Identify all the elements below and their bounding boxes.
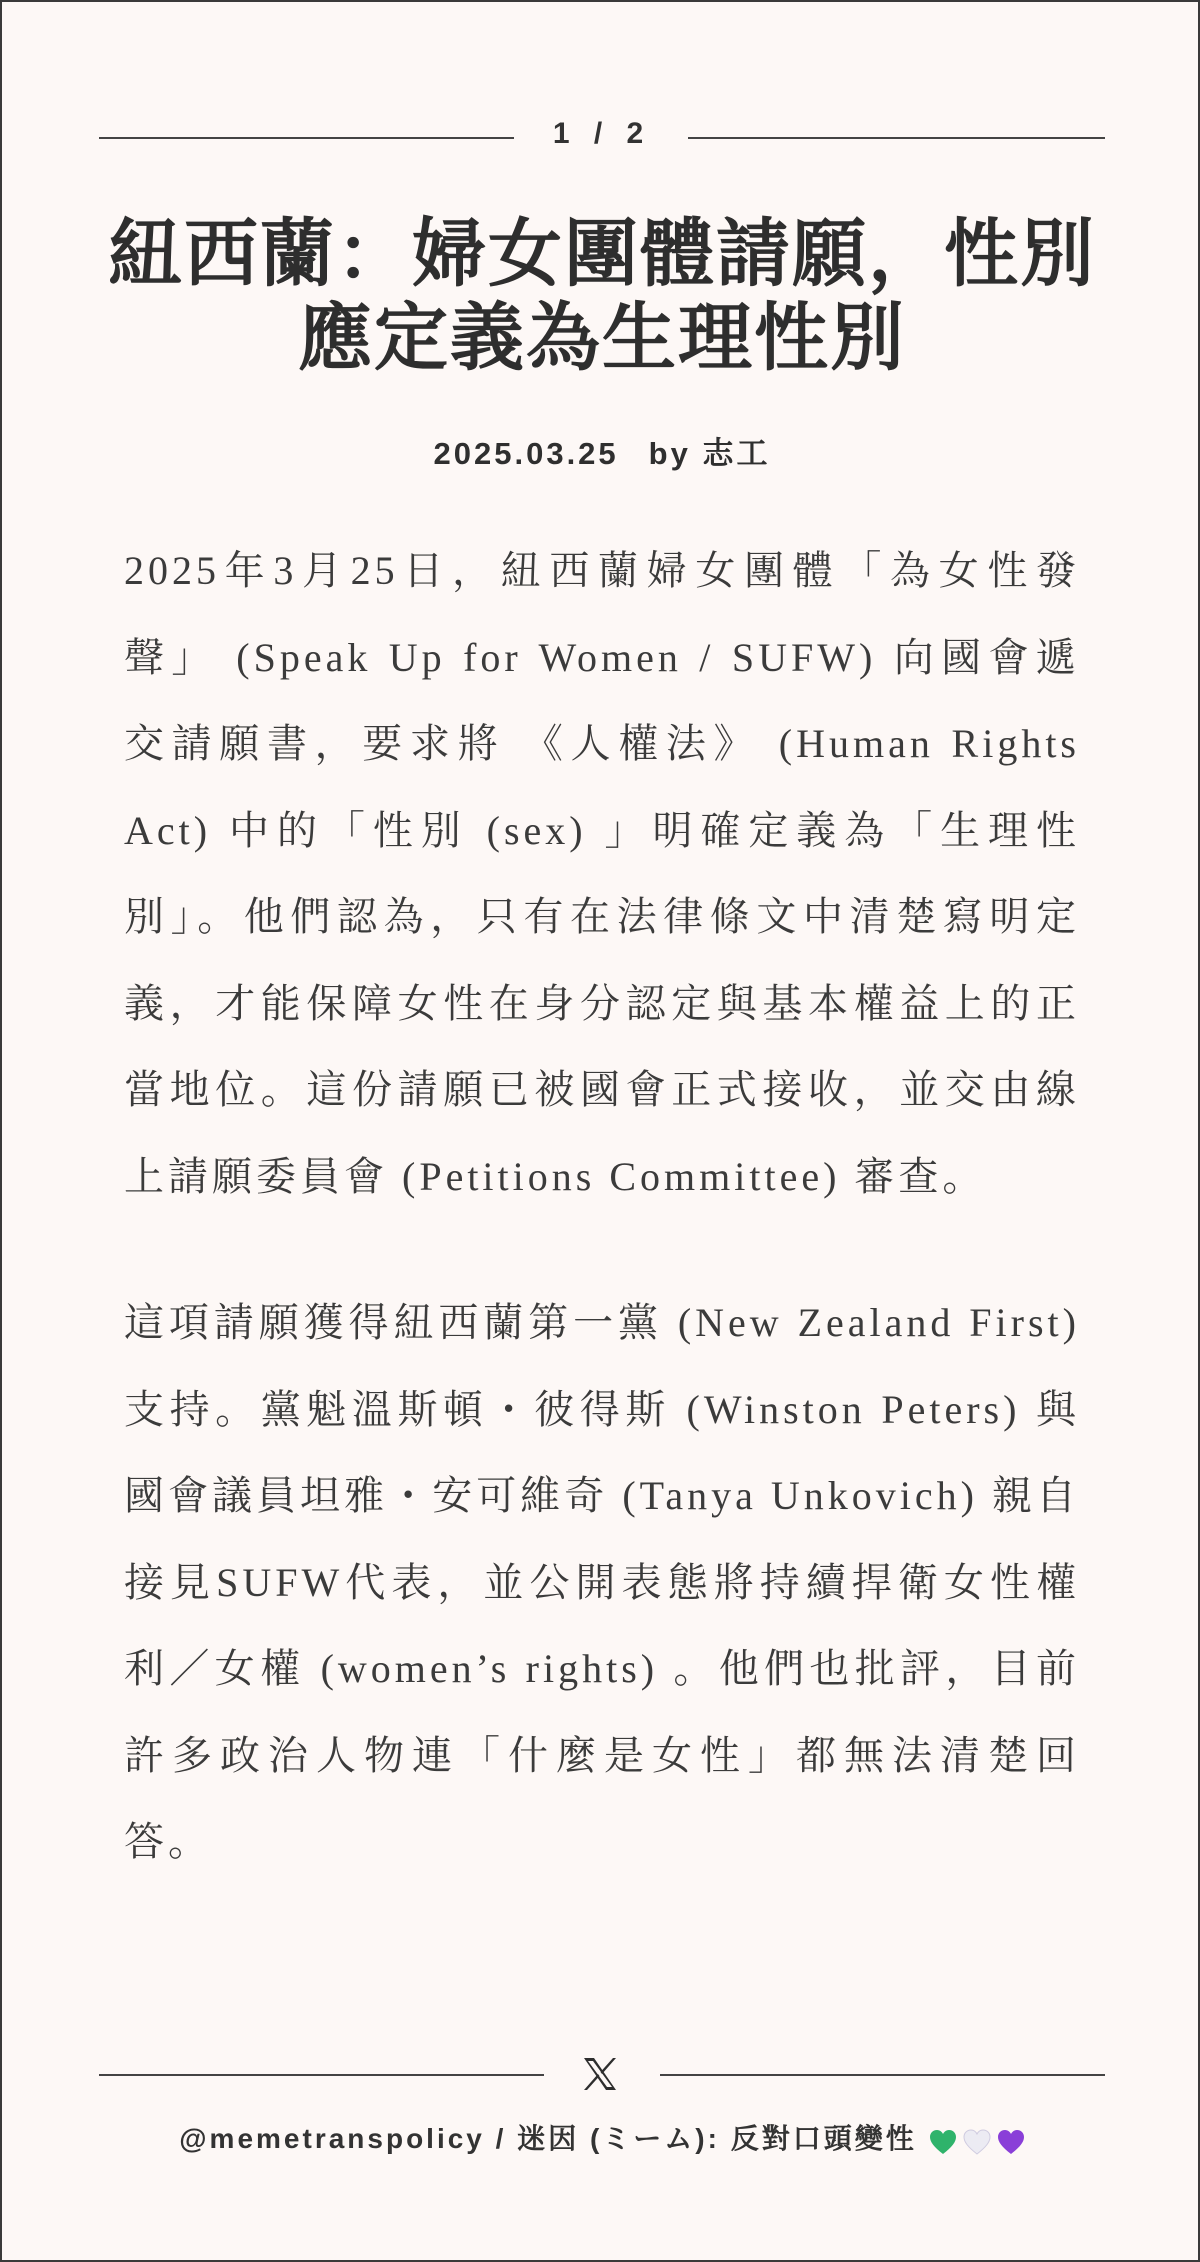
green-heart-icon [929, 2129, 957, 2155]
heart-emojis [923, 2121, 1025, 2161]
publish-date: 2025.03.25 [433, 436, 619, 471]
paragraph-1: 2025年3月25日，紐西蘭婦女團體「為女性發聲」 (Speak Up for Women / SUFW) 向國會遞交請願書，要求將 《人權法》 (Human Rights Act) 中的「性別 (sex) 」明確定義為「生理性別」。他們認為，只有在法律條文中清楚寫明定義，才能保障女性在身分認定與基本權益上的正當地位。這份請願已被國會正式接收，並交由線上請願委員會 (Petitions Committee) 審查。 [124, 548, 1080, 1199]
purple-heart-icon [997, 2129, 1025, 2155]
handle-text: @memetranspolicy / 迷因 (ミーム): 反對口頭變性 [179, 2123, 917, 2154]
byline: by 志工 [648, 436, 771, 471]
article-body [124, 528, 1080, 1886]
bottom-divider-left [99, 2074, 544, 2076]
x-logo-icon [580, 2054, 620, 2094]
page-title: 紐西蘭：婦女團體請願，性別應定義為生理性別 [108, 211, 1096, 381]
top-divider-right [688, 137, 1105, 139]
page-indicator: 1 / 2 [552, 117, 652, 150]
footer-handle [2, 2119, 1200, 2161]
paragraph-2: 這項請願獲得紐西蘭第一黨 (New Zealand First) 支持。黨魁溫斯頓・彼得斯 (Winston Peters) 與國會議員坦雅・安可維奇 (Tanya Unkovich) 親自接見SUFW代表，並公開表態將持續捍衛女性權利／女權 (women’s rights) 。他們也批評，目前許多政治人物連「什麼是女性」都無法清楚回答。 [124, 1300, 1080, 1864]
article-meta [2, 434, 1200, 474]
white-heart-icon [963, 2129, 991, 2155]
bottom-divider-right [660, 2074, 1105, 2076]
